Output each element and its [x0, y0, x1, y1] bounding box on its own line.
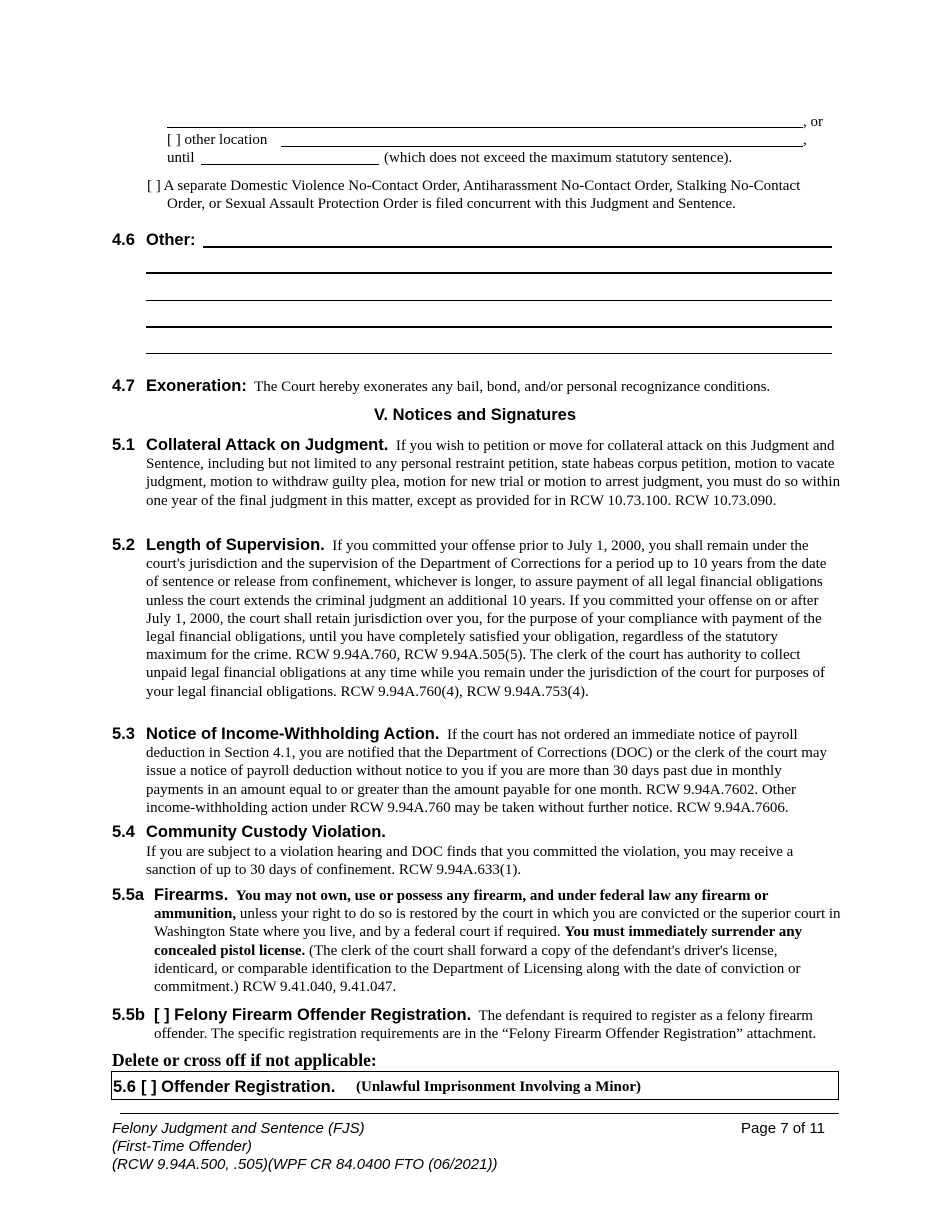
- blank-line-1[interactable]: [167, 127, 803, 128]
- section-5-6-title[interactable]: [ ] Offender Registration.: [141, 1078, 336, 1096]
- section-5-2: [146, 536, 842, 701]
- section-5-2-text: If you committed your offense prior to July 1, 2000, you shall remain under the court's jurisdiction and the supervision of the Department of Corrections for a period up to 10 years from the date of sentence or release from confinement, whichever is longer, to assure payment of all legal financial obligations unless the court extends the criminal judgment an additional 10 years. If you committed your offense on or after July 1, 2000, the court shall retain jurisdiction over you, for the purpose of your compliance with payment of the legal financial obligations, until you have completely satisfied your obligation, regardless of the statutory maximum for the crime. RCW 9.94A.760, RCW 9.94A.505(5). The clerk of the court has authority to collect unpaid legal financial obligations at any time while you remain under the jurisdiction of the court for purposes of your legal financial obligations. RCW 9.94A.760(4), RCW 9.94A.753(4).: [146, 538, 827, 700]
- section-5-1: [146, 436, 842, 510]
- section-5-5b: [154, 1006, 844, 1043]
- section-5-3: [146, 725, 842, 817]
- section-5-2-title: Length of Supervision.: [146, 536, 325, 554]
- other-location-label: [ ] other location: [167, 132, 268, 148]
- section-5-3-text: If the court has not ordered an immediate notice of payroll deduction in Section 4.1, you are notified that the Department of Corrections (DOC) or the clerk of the court may issue a notice of payroll deduction without notice to you if you are more than 30 days past due in monthly payments in an amount equal to or greater than the amount payable for one month. RCW 9.94A.7602. Other income-withholding action under RCW 9.94A.760 may be taken without further notice. RCW 9.94A.7606.: [146, 727, 828, 816]
- footer-line-2: (First-Time Offender): [112, 1138, 252, 1155]
- section-4-7-title: Exoneration:: [146, 377, 247, 395]
- footer-line-3: (RCW 9.94A.500, .505)(WPF CR 84.0400 FTO (06/2021)): [112, 1156, 498, 1173]
- section-5-6-number: 5.6: [113, 1078, 136, 1096]
- section-5-5a-number: 5.5a: [112, 886, 145, 904]
- page-number: Page 7 of 11: [741, 1120, 825, 1137]
- section-5-5a-text-2: (The clerk of the court shall forward a copy of the defendant's driver's license, identicard, or comparable identification to the Department of Licensing along with the date of conviction or commitment.) RCW 9.41.040, 9.41.047.: [154, 942, 801, 996]
- section-4-7-number: 4.7: [112, 377, 135, 395]
- section-5-4-title: Community Custody Violation.: [146, 823, 386, 841]
- section-4-7: [146, 377, 842, 396]
- other-line-3[interactable]: [146, 300, 832, 301]
- section-4-6-title: Other:: [146, 231, 196, 249]
- section-5-1-title: Collateral Attack on Judgment.: [146, 436, 389, 454]
- section-5-5a-bold-2: You must immediately surrender any concealed pistol license.: [154, 924, 803, 959]
- section-5-3-title: Notice of Income-Withholding Action.: [146, 725, 440, 743]
- section-5-1-text: If you wish to petition or move for collateral attack on this Judgment and Sentence, including but not limited to any personal restraint petition, state habeas corpus petition, motion to vacate judgment, motion to withdraw guilty plea, motion for new trial or motion to arrest judgment, you must do so within one year of the final judgment in this matter, except as provided for in RCW 10.73.100. RCW 10.73.090.: [146, 438, 841, 509]
- section-5-5a-bold-1: You may not own, use or possess any firearm, and under federal law any firearm or ammunition,: [154, 888, 769, 923]
- part-5-title: V. Notices and Signatures: [373, 406, 577, 424]
- other-line-2[interactable]: [146, 272, 832, 274]
- footer-rule: [120, 1113, 839, 1114]
- section-5-5a-title: Firearms.: [154, 886, 229, 904]
- until-date-field[interactable]: [201, 164, 379, 165]
- other-line-4[interactable]: [146, 326, 832, 328]
- section-4-7-text: The Court hereby exonerates any bail, bond, and/or personal recognizance conditions.: [254, 379, 771, 395]
- footer-line-1: Felony Judgment and Sentence (FJS): [112, 1120, 365, 1137]
- section-5-5a-text-1: unless your right to do so is restored by the court in which you are convicted or the superior court in Washington State where you live, and by a federal court if required.: [154, 906, 841, 941]
- section-5-4-number: 5.4: [112, 823, 135, 841]
- section-5-4-text: If you are subject to a violation hearing and DOC finds that you committed the violation, you may receive a sanction of up to 30 days of confinement. RCW 9.94A.633(1).: [146, 844, 794, 879]
- other-line-5[interactable]: [146, 353, 832, 354]
- section-5-3-number: 5.3: [112, 725, 135, 743]
- section-5-6-subtitle: (Unlawful Imprisonment Involving a Minor): [356, 1079, 642, 1095]
- delete-note: Delete or cross off if not applicable:: [112, 1050, 377, 1070]
- section-4-6-number: 4.6: [112, 231, 135, 249]
- separate-order-checkbox-text[interactable]: [ ] A separate Domestic Violence No-Contact Order, Antiharassment No-Contact Order, Stalking No-Contact Order, or Sexual Assault Protection Order is filed concurrent with this Judgment and Sentence.: [147, 178, 801, 213]
- section-5-5b-text: The defendant is required to register as a felony firearm offender. The specific registration requirements are in the “Felony Firearm Offender Registration” attachment.: [154, 1008, 817, 1043]
- until-note: (which does not exceed the maximum statutory sentence).: [384, 150, 733, 166]
- section-5-5b-title[interactable]: [ ] Felony Firearm Offender Registration.: [154, 1006, 472, 1024]
- other-location-field[interactable]: [281, 146, 803, 147]
- until-label: until: [167, 150, 195, 166]
- section-5-2-number: 5.2: [112, 536, 135, 554]
- line1-suffix: , or: [803, 114, 823, 130]
- section-5-5a: [154, 886, 844, 996]
- section-5-1-number: 5.1: [112, 436, 135, 454]
- line2-suffix: ,: [803, 132, 807, 148]
- other-line-1[interactable]: [203, 246, 832, 248]
- section-5-5b-number: 5.5b: [112, 1006, 146, 1024]
